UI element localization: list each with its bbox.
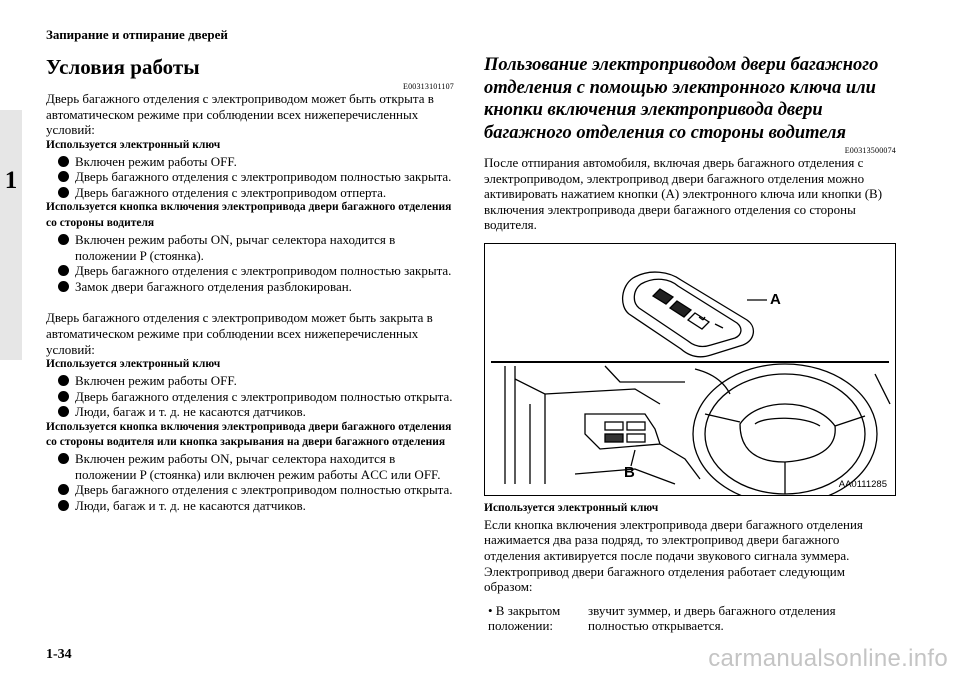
section-tab-number: 1: [4, 167, 18, 194]
group-label-electronic-key: Используется электронный ключ: [484, 501, 659, 514]
figure-code: AA0111285: [838, 478, 887, 490]
callout-label-a: A: [770, 290, 781, 308]
list-item: Включен режим работы OFF.: [46, 154, 454, 170]
group-label-driver-or-door-button: Используется кнопка включения электропривода двери багажного отделения со стороны водителя или кнопка закрывания на двери багажного отделения: [46, 420, 452, 449]
group-label-electronic-key: Используется электронный ключ: [46, 358, 221, 371]
section-title-power-tailgate: Пользование электроприводом двери багажного отделения с помощью электронного ключа или кнопки включения электропривода двери багажного отделения со стороны водителя: [484, 55, 879, 143]
left-column: [46, 54, 454, 514]
list-item: Включен режим работы ON, рычаг селектора находится в положении P (стоянка).: [46, 232, 454, 263]
illustration-key-and-dashboard: [484, 243, 896, 496]
right-column: [484, 54, 896, 634]
watermark: carmanualsonline.info: [708, 645, 948, 672]
dashboard-icon: [505, 364, 890, 495]
page-number: 1-34: [46, 647, 72, 662]
running-header: Запирание и отпирание дверей: [46, 27, 228, 42]
list-item: Дверь багажного отделения с электроприводом полностью закрыта.: [46, 169, 454, 185]
bullet-list: [46, 232, 454, 294]
callout-label-b: B: [624, 463, 635, 481]
section-tab: [0, 110, 22, 360]
status-table-result: звучит зуммер, и дверь багажного отделения полностью открывается.: [588, 602, 836, 634]
list-item: Включен режим работы OFF.: [46, 373, 454, 389]
key-fob-icon: [623, 272, 767, 357]
close-conditions-intro: Дверь багажного отделения с электроприводом может быть закрыта в автоматическом режиме при соблюдении всех нижеперечисленных условий:: [46, 310, 433, 357]
status-table-condition: • В закрытом положении:: [488, 602, 561, 634]
status-table: [484, 603, 896, 634]
bullet-list: [46, 154, 454, 201]
group-label-driver-button: Используется кнопка включения электропривода двери багажного отделения со стороны водителя: [46, 201, 452, 230]
list-item: Дверь багажного отделения с электроприводом полностью открыта.: [46, 389, 454, 405]
list-item: Замок двери багажного отделения разблокирован.: [46, 279, 454, 295]
section-title-conditions: Условия работы: [46, 55, 200, 79]
group-label-electronic-key: Используется электронный ключ: [46, 138, 221, 151]
power-tailgate-intro: После отпирания автомобиля, включая дверь багажного отделения с электроприводом, электропривод двери багажного отделения можно активировать нажатием кнопки (A) электронного ключа или кнопки (B) включения электропривода двери багажного отделения со стороны водителя.: [484, 155, 883, 233]
list-item: Люди, багаж и т. д. не касаются датчиков.: [46, 404, 454, 420]
open-conditions-intro: Дверь багажного отделения с электроприводом может быть открыта в автоматическом режиме при соблюдении всех нижеперечисленных условий:: [46, 91, 434, 138]
bullet-list: [46, 451, 454, 513]
list-item: Люди, багаж и т. д. не касаются датчиков.: [46, 498, 454, 514]
list-item: Дверь багажного отделения с электроприводом полностью закрыта.: [46, 263, 454, 279]
list-item: Дверь багажного отделения с электроприводом полностью открыта.: [46, 482, 454, 498]
key-operation-text: Если кнопка включения электропривода двери багажного отделения нажимается два раза подряд, то электропривод двери багажного отделения активируется после подачи звукового сигнала зуммера. Электропривод двери багажного отделения работает следующим образом:: [484, 516, 863, 595]
illustration-drawing: [485, 244, 895, 495]
section-code: E00313500074: [844, 146, 896, 155]
list-item: Дверь багажного отделения с электроприводом отперта.: [46, 185, 454, 201]
bullet-list: [46, 373, 454, 420]
list-item: Включен режим работы ON, рычаг селектора находится в положении P (стоянка) или включен режим работы ACC или OFF.: [46, 451, 454, 482]
section-code: E00313101107: [403, 82, 454, 91]
